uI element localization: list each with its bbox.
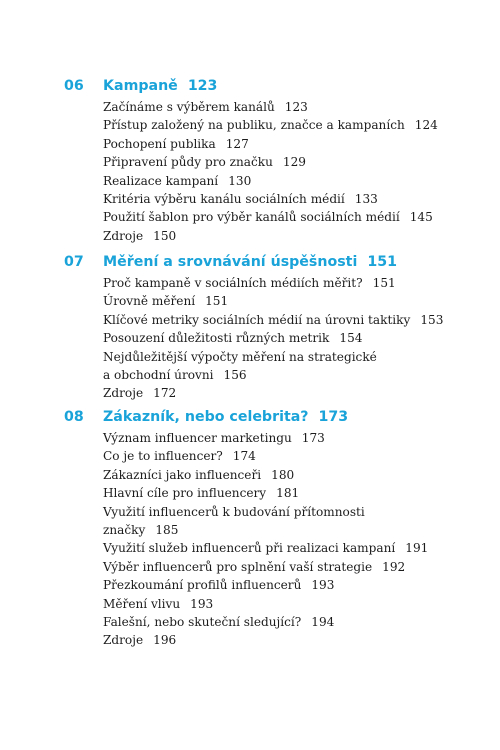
entry-title: Měření vlivu (103, 596, 181, 611)
entry-title-line: Nejdůležitější výpočty měření na strategické (103, 349, 377, 364)
entry-title-line: a obchodní úrovni (103, 368, 214, 383)
chapter-page-number: 151 (367, 254, 397, 270)
entry-title: Význam influencer marketingu (103, 431, 292, 445)
chapter-title (103, 409, 348, 425)
chapter-title-text: Zákazník, nebo celebrita? (103, 409, 309, 425)
entry-title-line: Využití influencerů k budování přítomnosti (103, 504, 365, 519)
toc-entry (103, 384, 473, 402)
entry-page-number: 124 (414, 118, 438, 133)
chapter-heading (64, 76, 464, 98)
chapter-heading (64, 252, 464, 274)
chapter-number: 08 (64, 409, 84, 425)
entry-title: Klíčové metriky sociálních médií na úrovni taktiky (103, 312, 411, 327)
entry-title: Použití šablon pro výběr kanálů sociálních médií (103, 210, 400, 225)
entry-title: Hlavní cíle pro influencery (103, 486, 267, 501)
toc-entry (103, 595, 473, 613)
entry-title: Posouzení důležitosti různých metrik (103, 331, 330, 346)
entry-title: Zdroje (103, 228, 144, 243)
entry-title: Kritéria výběru kanálu sociálních médií (103, 192, 345, 207)
chapter-08 (64, 407, 464, 648)
entry-page-number: 193 (190, 596, 214, 611)
chapter-number: 07 (64, 254, 84, 270)
toc-entry (103, 466, 473, 484)
entry-page-number: 127 (225, 136, 249, 151)
toc-entry (103, 484, 473, 502)
toc-entry (103, 190, 473, 208)
toc-entry (103, 613, 473, 631)
entry-title: Proč kampaně v sociálních médiích měřit? (103, 276, 363, 290)
chapter-title-text: Měření a srovnávání úspěšnosti (103, 254, 358, 270)
toc-entry-list (103, 429, 473, 650)
chapter-title-text: Kampaně (103, 78, 178, 94)
toc-entry (103, 172, 473, 190)
toc-entry (103, 292, 473, 310)
entry-title: Připravení půdy pro značku (103, 155, 273, 170)
chapter-title (103, 78, 217, 94)
entry-page-number: 154 (339, 331, 363, 346)
entry-title: Falešní, nebo skuteční sledující? (103, 615, 302, 630)
toc-entry (103, 631, 473, 649)
toc-entry (103, 227, 473, 245)
entry-page-number: 194 (311, 615, 335, 630)
entry-title: Začínáme s výběrem kanálů (103, 100, 275, 114)
entry-title: Přezkoumání profilů influencerů (103, 578, 302, 593)
toc-entry (103, 503, 473, 540)
toc-entry (103, 153, 473, 171)
toc-entry (103, 311, 473, 329)
chapter-page-number: 173 (318, 409, 349, 425)
toc-entry (103, 116, 473, 134)
toc-entry-list (103, 274, 473, 403)
toc-entry (103, 429, 473, 447)
entry-title: Výběr influencerů pro splnění vaší strategie (103, 559, 373, 574)
toc-entry (103, 558, 473, 576)
toc-entry (103, 208, 473, 226)
entry-page-number: 133 (354, 192, 378, 207)
entry-title: Zdroje (103, 386, 144, 401)
chapter-07 (64, 252, 464, 401)
chapter-06 (64, 76, 464, 243)
entry-title-line-wrap (103, 521, 473, 539)
entry-page-number: 151 (372, 276, 396, 290)
entry-page-number: 174 (232, 449, 256, 464)
entry-title-line-wrap (103, 366, 473, 384)
entry-page-number: 181 (276, 486, 300, 501)
entry-page-number: 151 (205, 294, 229, 309)
entry-page-number: 156 (223, 368, 247, 383)
entry-page-number: 153 (420, 312, 444, 327)
toc-entry (103, 348, 473, 385)
entry-page-number: 145 (409, 210, 433, 225)
entry-title: Úrovně měření (103, 294, 196, 309)
entry-page-number: 196 (153, 633, 177, 648)
entry-title: Realizace kampaní (103, 173, 219, 188)
entry-page-number: 123 (284, 100, 308, 114)
entry-page-number: 172 (153, 386, 177, 401)
toc-entry-list (103, 98, 473, 245)
entry-page-number: 173 (301, 431, 325, 445)
toc-entry (103, 329, 473, 347)
entry-title-line: značky (103, 523, 146, 538)
entry-page-number: 150 (153, 228, 177, 243)
chapter-title (103, 254, 397, 270)
entry-page-number: 191 (405, 541, 429, 556)
entry-title: Přístup založený na publiku, značce a kampaních (103, 118, 405, 133)
entry-title: Co je to influencer? (103, 449, 223, 464)
entry-page-number: 193 (311, 578, 335, 593)
chapter-page-number: 123 (187, 78, 218, 94)
entry-page-number: 185 (155, 523, 179, 538)
chapter-heading (64, 407, 464, 429)
entry-page-number: 130 (228, 173, 252, 188)
entry-title: Zákazníci jako influenceři (103, 467, 262, 482)
entry-title: Pochopení publika (103, 136, 216, 151)
entry-page-number: 129 (282, 155, 306, 170)
entry-page-number: 192 (382, 559, 406, 574)
toc-entry (103, 576, 473, 594)
toc-entry (103, 274, 473, 292)
toc-entry (103, 135, 473, 153)
toc-entry (103, 447, 473, 465)
chapter-number: 06 (64, 78, 84, 94)
entry-page-number: 180 (271, 467, 295, 482)
toc-entry (103, 539, 473, 557)
toc-entry (103, 98, 473, 116)
entry-title: Využití služeb influencerů při realizaci kampaní (103, 541, 396, 556)
entry-title: Zdroje (103, 633, 144, 648)
